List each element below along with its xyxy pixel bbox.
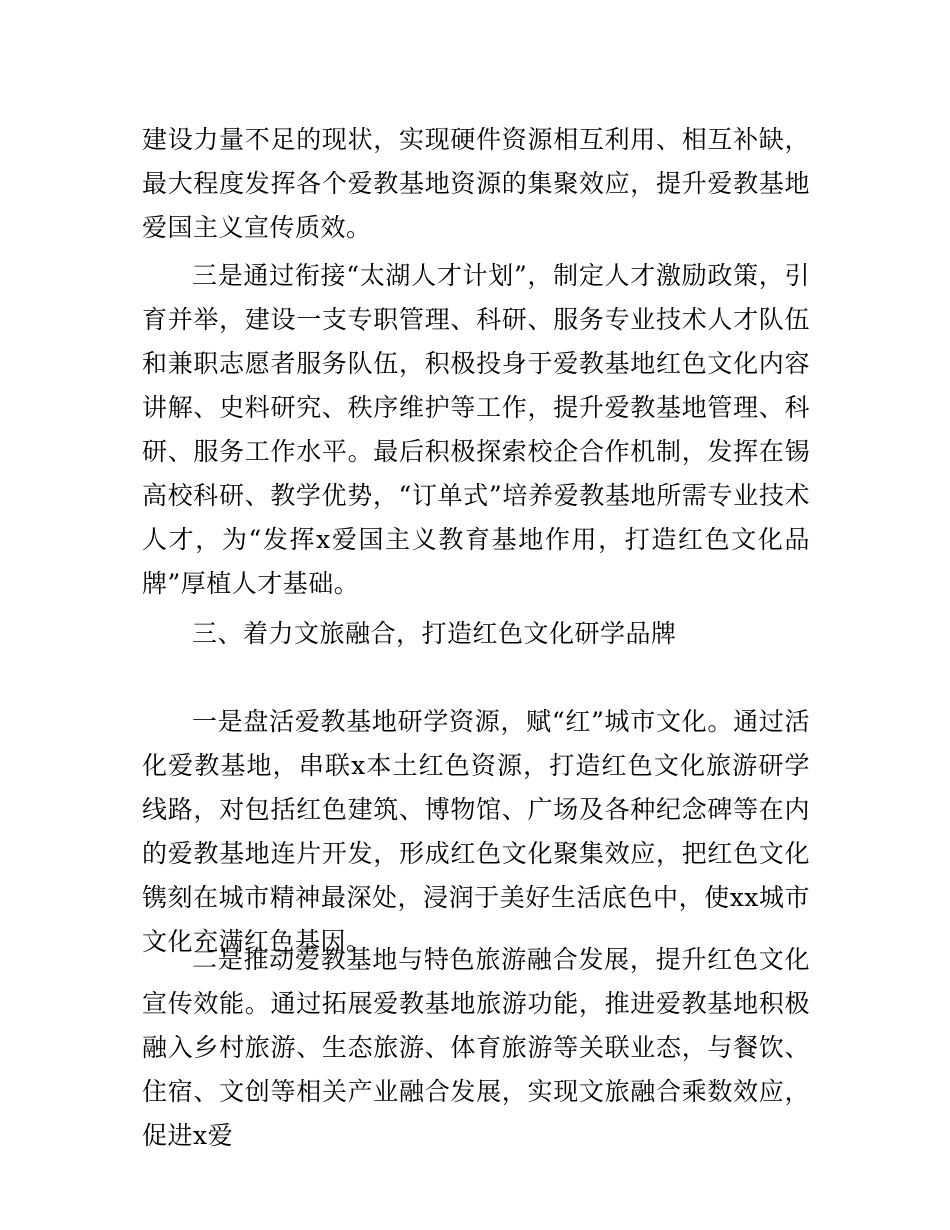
section-heading: 三、着力文旅融合，打造红色文化研学品牌 (192, 619, 677, 648)
body-paragraph: 二是推动爱教基地与特色旅游融合发展，提升红色文化宣传效能。通过拓展爱教基地旅游功能，推进爱教基地积极融入乡村旅游、生态旅游、体育旅游等关联业态，与餐饮、住宿、文创等相关产业融合发展，实现文旅融合乘数效应，促进x爱 (142, 945, 810, 1150)
paragraph-2-block (142, 254, 810, 606)
body-paragraph: 建设力量不足的现状，实现硬件资源相互利用、相互补缺，最大程度发挥各个爱教基地资源的集聚效应，提升爱教基地爱国主义宣传质效。 (142, 125, 810, 242)
paragraph-1-block (142, 118, 810, 250)
paragraph-4-block (142, 700, 810, 964)
section-heading-block (142, 612, 810, 656)
body-paragraph: 三是通过衔接“太湖人才计划”，制定人才激励政策，引育并举，建设一支专职管理、科研、服务专业技术人才队伍和兼职志愿者服务队伍，积极投身于爱教基地红色文化内容讲解、史料研究、秩序维护等工作，提升爱教基地管理、科研、服务工作水平。最后积极探索校企合作机制，发挥在锡高校科研、教学优势，“订单式”培养爱教基地所需专业技术人才，为“发挥x爱国主义教育基地作用，打造红色文化品牌”厚植人才基础。 (142, 261, 810, 598)
body-paragraph: 一是盘活爱教基地研学资源，赋“红”城市文化。通过活化爱教基地，串联x本土红色资源，打造红色文化旅游研学线路，对包括红色建筑、博物馆、广场及各种纪念碑等在内的爱教基地连片开发，形成红色文化聚集效应，把红色文化镌刻在城市精神最深处，浸润于美好生活底色中，使xx城市文化充满红色基因。 (142, 707, 810, 956)
paragraph-5-block (142, 938, 810, 1158)
